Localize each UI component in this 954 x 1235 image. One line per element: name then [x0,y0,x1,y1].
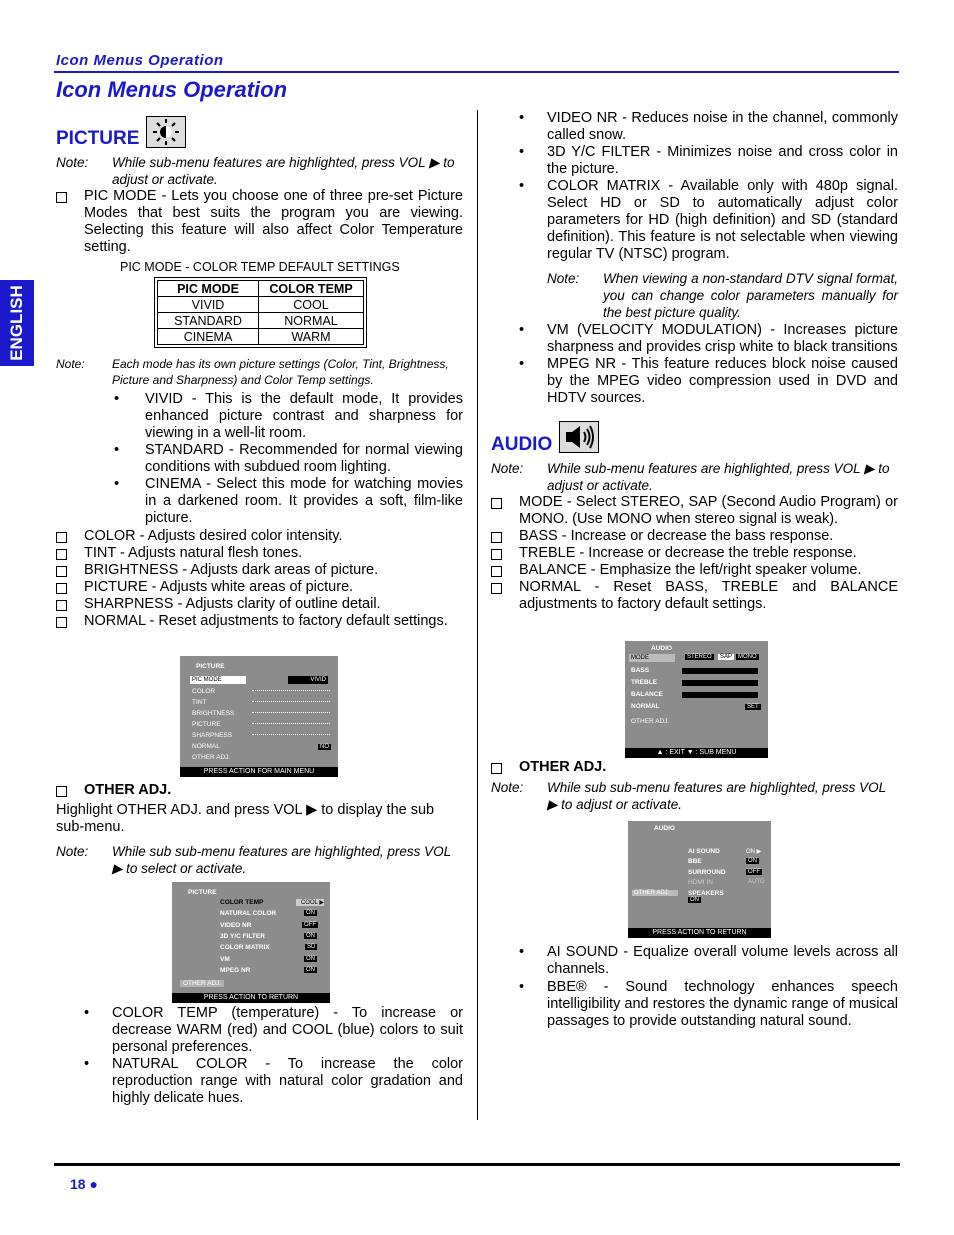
list-item: TINT - Adjusts natural flesh tones. [56,545,463,562]
audio-other-adj-note: Note: While sub sub-menu features are highlighted, press VOL ▶ to adjust or activate. [491,780,886,812]
other-adj-heading: OTHER ADJ. [56,782,356,799]
table-header: PIC MODE [158,281,259,297]
other-adj-text: Highlight OTHER ADJ. and press VOL ▶ to display the sub sub-menu. [56,802,435,835]
list-item: NORMAL - Reset adjustments to factory default settings. [56,613,463,630]
table-cell: VIVID [158,297,259,313]
list-item: • COLOR MATRIX - Available only with 480p signal. Select HD or SD to automatically adjust color parameters for HD (high definition) and SD (standard definition). This feature is not selectable when viewing regular TV (NTSC) program. [519,178,898,262]
audio-items [491,494,898,613]
table-cell: NORMAL [259,313,364,329]
list-item: • VIDEO NR - Reduces noise in the channel, commonly called snow. [519,110,898,143]
list-item: BALANCE - Emphasize the left/right speaker volume. [491,562,898,579]
dtv-note: Note: When viewing a non-standard DTV signal format, you can change color parameters manually for the best picture quality. [547,271,898,320]
audio-menu-screen: AUDIO MODE BASS TREBLE BALANCE NORMAL OTHER ADJ. STEREO SAP MONO SET ▲ : EXIT ▼ : SUB MENU [625,641,768,758]
table-cell: WARM [259,329,364,345]
list-item: • STANDARD - Recommended for normal viewing conditions with subdued room lighting. [114,442,463,475]
list-item: • CINEMA - Select this mode for watching movies in a darkened room. It provides a soft, film-like picture. [114,476,463,526]
picture-heading: PICTURE [56,128,140,149]
list-item: SHARPNESS - Adjusts clarity of outline detail. [56,596,463,613]
pic-mode-list [112,391,463,527]
audio-heading: AUDIO [491,434,553,455]
table-cell: STANDARD [158,313,259,329]
right-bullets-1 [519,110,898,263]
list-item: • MPEG NR - This feature reduces block noise caused by the MPEG video compression used in DVD and HDTV sources. [519,356,898,406]
header-rule [54,71,899,73]
audio-other-adj-heading: OTHER ADJ. [491,759,791,776]
picture-menu-screen: PICTURE PIC MODE VIVID COLOR TINT BRIGHTNESS PICTURE SHARPNESS NORMAL OTHER ADJ. NO PRESS ACTION FOR MAIN MENU [180,656,338,777]
running-header: Icon Menus Operation [56,52,224,69]
list-item: BASS - Increase or decrease the bass response. [491,528,898,545]
list-item: BRIGHTNESS - Adjusts dark areas of picture. [56,562,463,579]
list-item: • AI SOUND - Equalize overall volume levels across all channels. [519,944,898,977]
audio-note: Note: While sub-menu features are highlighted, press VOL ▶ to adjust or activate. [491,461,890,493]
table-cell: CINEMA [158,329,259,345]
language-tab: ENGLISH [0,280,34,366]
page-number: 18 ● [70,1176,98,1192]
list-item: • VM (VELOCITY MODULATION) - Increases picture sharpness and provides crisp white to black transitions [519,322,898,355]
list-item: • COLOR TEMP (temperature) - To increase or decrease WARM (red) and COOL (blue) colors to suit personal preferences. [84,1005,463,1055]
list-item: • NATURAL COLOR - To increase the color reproduction range with natural color gradation and highly delicate hues. [84,1056,463,1106]
picture-brightness-icon [146,116,186,148]
page-title: Icon Menus Operation [56,77,288,102]
column-divider [477,110,478,1120]
picture-note: Note: While sub-menu features are highlighted, press VOL ▶ to adjust or activate. [56,155,455,187]
list-item: MODE - Select STEREO, SAP (Second Audio Program) or MONO. (Use MONO when stereo signal is weak). [491,494,898,528]
list-item: COLOR - Adjusts desired color intensity. [56,528,463,545]
other-adj-note: Note: While sub sub-menu features are highlighted, press VOL ▶ to select or activate. [56,844,451,876]
audio-bullets [519,944,898,1030]
list-item: TREBLE - Increase or decrease the treble response. [491,545,898,562]
pic-mode-item: PIC MODE - Lets you choose one of three pre-set Picture Modes that best suits the program you are viewing. Selecting this feature will also affect Color Temperature setting. [56,188,463,256]
table-caption: PIC MODE - COLOR TEMP DEFAULT SETTINGS [120,260,400,274]
right-bullets-2 [519,322,898,407]
picture-submenu-screen: PICTURE COLOR TEMP NATURAL COLOR VIDEO NR 3D Y/C FILTER COLOR MATRIX VM MPEG NR COOL ▶ ON OFF ON SD ON ON OTHER ADJ. PRESS ACTION TO RETURN [172,882,330,1003]
pic-mode-table [154,277,367,348]
table-header: COLOR TEMP [259,281,364,297]
pic-mode-note: Note: Each mode has its own picture settings (Color, Tint, Brightness, Picture and Sharpness) and Color Temp settings. [56,357,449,387]
picture-items [56,528,463,630]
list-item: • VIVID - This is the default mode, It provides enhanced picture contrast and sharpness for viewing in a well-lit room. [114,391,463,441]
list-item: PICTURE - Adjusts white areas of picture. [56,579,463,596]
picture-bullets [84,1005,463,1107]
list-item: • BBE® - Sound technology enhances speech intelligibility and restores the dynamic range of musical passages to provide outstanding natural sound. [519,979,898,1029]
speaker-icon [559,421,599,453]
footer-rule [54,1163,900,1166]
list-item: NORMAL - Reset BASS, TREBLE and BALANCE adjustments to factory default settings. [491,579,898,613]
audio-submenu-screen: AUDIO AI SOUND BBE SURROUND HDMI IN SPEAKERS ON ▶ ON OFF AUTO ON OTHER ADJ. PRESS ACTION TO RETURN [628,821,771,938]
table-cell: COOL [259,297,364,313]
list-item: • 3D Y/C FILTER - Minimizes noise and cross color in the picture. [519,144,898,177]
